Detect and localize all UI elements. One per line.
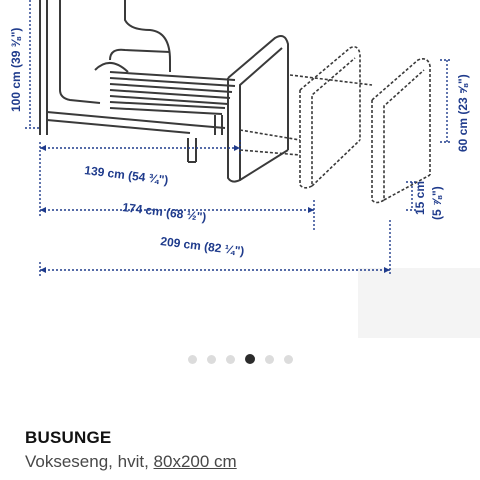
product-title: BUSUNGE: [25, 428, 112, 447]
dimension-leg-height-inches: (5 ⅞"): [430, 186, 444, 220]
dimension-length-short: 139 cm (54 ¾"): [83, 163, 170, 188]
size-link[interactable]: 80x200 cm: [153, 452, 237, 471]
gallery-pagination: [0, 352, 480, 366]
image-background: [0, 270, 360, 340]
image-shade: [358, 268, 480, 338]
pagination-dot[interactable]: [226, 355, 235, 364]
bed-drawing: [40, 0, 288, 182]
extension-drawing: [240, 47, 430, 203]
product-description-text: Vokseseng, hvit,: [25, 452, 154, 471]
product-info: [25, 428, 465, 472]
dimension-lines: [25, 0, 452, 276]
pagination-dot[interactable]: [265, 355, 274, 364]
pagination-dot[interactable]: [284, 355, 293, 364]
pagination-dot-active[interactable]: [245, 354, 255, 364]
dimension-leg-height: 15 cm: [413, 180, 427, 215]
dimension-length-long: 209 cm (82 ¼"): [159, 234, 246, 259]
dimension-length-medium: 174 cm (68 ½"): [121, 200, 208, 225]
pagination-dot[interactable]: [188, 355, 197, 364]
dimension-height-end: 60 cm (23 ⅝"): [456, 74, 470, 152]
dimension-height-total: 100 cm (39 ⅜"): [9, 27, 23, 112]
product-description: [25, 452, 465, 472]
pagination-dot[interactable]: [207, 355, 216, 364]
